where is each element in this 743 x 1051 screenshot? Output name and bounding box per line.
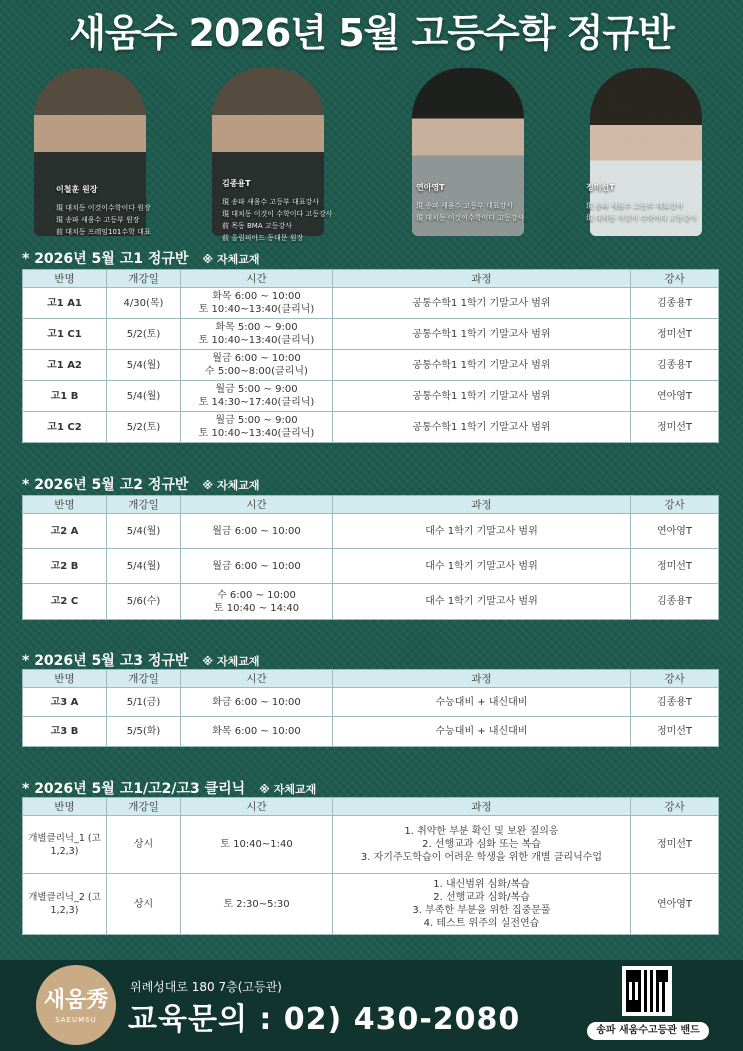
- teacher-cell: 김종용T: [631, 350, 719, 381]
- class-cell: 고1 B: [23, 381, 107, 412]
- header-start: 개강일: [107, 798, 181, 816]
- header-time: 시간: [181, 670, 333, 688]
- teacher-name: 김종용T: [222, 179, 251, 188]
- teacher-career: 現 대치동 이것이 수학이다 고등강사: [222, 210, 333, 218]
- header-class: 반명: [23, 496, 107, 514]
- page-title: 새움수 2026년 5월 고등수학 정규반: [69, 11, 674, 55]
- teacher-profiles: [20, 64, 723, 242]
- teacher-cell: 김종용T: [631, 688, 719, 717]
- logo-text: 새움秀: [43, 987, 109, 1013]
- section-title: * 2026년 5월 고3 정규반: [22, 653, 189, 669]
- header-course: 과정: [333, 670, 631, 688]
- teacher-card: [198, 64, 368, 242]
- start-cell: 5/4(월): [107, 549, 181, 584]
- header-start: 개강일: [107, 670, 181, 688]
- table-row: [23, 717, 719, 747]
- start-cell: 5/4(월): [107, 350, 181, 381]
- teacher-cell: 연아영T: [631, 514, 719, 549]
- section-note: ※ 자체교재: [202, 479, 260, 492]
- teacher-career: 現 송파 새움수 고등부 대표강사: [222, 198, 320, 206]
- teacher-card: [578, 64, 723, 236]
- qr-code-icon[interactable]: [622, 966, 672, 1016]
- teacher-card: [20, 64, 190, 236]
- course-cell: 공통수학1 1학기 기말고사 범위: [333, 381, 631, 412]
- teacher-cell: 정미선T: [631, 816, 719, 874]
- time-cell: 화목 6:00 ~ 10:00: [181, 717, 333, 747]
- schedule-table: [22, 495, 719, 620]
- time-cell: 월금 5:00 ~ 9:00 토 14:30~17:40(클리닉): [181, 381, 333, 412]
- time-cell: 수 6:00 ~ 10:00 토 10:40 ~ 14:40: [181, 584, 333, 620]
- logo: [36, 965, 116, 1045]
- header-course: 과정: [333, 798, 631, 816]
- class-cell: 고2 B: [23, 549, 107, 584]
- time-cell: 토 2:30~5:30: [181, 874, 333, 935]
- class-cell: 고1 A2: [23, 350, 107, 381]
- start-cell: 상시: [107, 874, 181, 935]
- header-course: 과정: [333, 270, 631, 288]
- teacher-cell: 김종용T: [631, 584, 719, 620]
- course-cell: 1. 내신범위 심화/복습 2. 선행교과 심화/복습 3. 부족한 부분을 위한 집중문풀 4. 테스트 위주의 실전연습: [333, 874, 631, 935]
- section-title: * 2026년 5월 고1 정규반: [22, 251, 189, 267]
- course-cell: 수능대비 + 내신대비: [333, 688, 631, 717]
- time-cell: 화목 5:00 ~ 9:00 토 10:40~13:40(클리닉): [181, 319, 333, 350]
- course-cell: 1. 취약한 부분 확인 및 보완 질의응 2. 선행교과 심화 또는 복습 3. 자기주도학습이 어려운 학생을 위한 개별 클리닉수업: [333, 816, 631, 874]
- teacher-name: 이철훈 원장: [56, 185, 98, 194]
- time-cell: 화목 6:00 ~ 10:00 토 10:40~13:40(클리닉): [181, 288, 333, 319]
- header-time: 시간: [181, 496, 333, 514]
- table-row: [23, 688, 719, 717]
- section-heading: [22, 650, 259, 670]
- start-cell: 5/5(화): [107, 717, 181, 747]
- course-cell: 대수 1학기 기말고사 범위: [333, 549, 631, 584]
- course-cell: 대수 1학기 기말고사 범위: [333, 584, 631, 620]
- table-row: [23, 288, 719, 319]
- header-teacher: 강사: [631, 670, 719, 688]
- teacher-career: 現 송파 새움수 고등부 대표강사: [416, 202, 514, 210]
- header-teacher: 강사: [631, 496, 719, 514]
- header-time: 시간: [181, 270, 333, 288]
- time-cell: 월금 6:00 ~ 10:00 수 5:00~8:00(클리닉): [181, 350, 333, 381]
- class-cell: 고1 C2: [23, 412, 107, 443]
- start-cell: 5/6(수): [107, 584, 181, 620]
- table-row: [23, 874, 719, 935]
- teacher-career: 前 목동 BMA 고등강사: [222, 222, 292, 230]
- table-row: [23, 514, 719, 549]
- course-cell: 대수 1학기 기말고사 범위: [333, 514, 631, 549]
- header-class: 반명: [23, 798, 107, 816]
- header-teacher: 강사: [631, 798, 719, 816]
- teacher-career: 現 대치동 이것이수학이다 고등강사: [416, 214, 525, 222]
- start-cell: 5/4(월): [107, 514, 181, 549]
- start-cell: 5/1(금): [107, 688, 181, 717]
- time-cell: 토 10:40~1:40: [181, 816, 333, 874]
- start-cell: 상시: [107, 816, 181, 874]
- header-course: 과정: [333, 496, 631, 514]
- teacher-career: 現 송파 새움수 고등부 대표강사: [586, 202, 684, 210]
- table-row: [23, 816, 719, 874]
- start-cell: 4/30(목): [107, 288, 181, 319]
- teacher-cell: 연아영T: [631, 874, 719, 935]
- class-cell: 고2 C: [23, 584, 107, 620]
- teacher-cell: 연아영T: [631, 381, 719, 412]
- class-cell: 개별클리닉_1 (고1,2,3): [23, 816, 107, 874]
- teacher-name: 정미선T: [586, 183, 615, 192]
- teacher-career: 現 대치동 이것이수학이다 원장: [56, 204, 151, 212]
- course-cell: 수능대비 + 내신대비: [333, 717, 631, 747]
- phone-number: 교육문의 : 02) 430-2080: [128, 1002, 521, 1037]
- table-row: [23, 584, 719, 620]
- table-header-row: [23, 270, 719, 288]
- time-cell: 월금 5:00 ~ 9:00 토 10:40~13:40(클리닉): [181, 412, 333, 443]
- section-note: ※ 자체교재: [202, 253, 260, 266]
- class-cell: 개별클리닉_2 (고1,2,3): [23, 874, 107, 935]
- time-cell: 화금 6:00 ~ 10:00: [181, 688, 333, 717]
- logo-subtext: SAEUMSU: [55, 1016, 97, 1024]
- teacher-career: 前 올림피아드 동대문 원장: [222, 234, 304, 242]
- class-cell: 고2 A: [23, 514, 107, 549]
- table-row: [23, 549, 719, 584]
- course-cell: 공통수학1 1학기 기말고사 범위: [333, 350, 631, 381]
- teacher-cell: 정미선T: [631, 717, 719, 747]
- table-row: [23, 319, 719, 350]
- time-cell: 월금 6:00 ~ 10:00: [181, 514, 333, 549]
- header-class: 반명: [23, 270, 107, 288]
- schedule-table: [22, 669, 719, 747]
- section-title: * 2026년 5월 고2 정규반: [22, 477, 189, 493]
- section-note: ※ 자체교재: [202, 655, 260, 668]
- teacher-cell: 정미선T: [631, 412, 719, 443]
- course-cell: 공통수학1 1학기 기말고사 범위: [333, 319, 631, 350]
- section-note: ※ 자체교재: [259, 783, 317, 796]
- table-header-row: [23, 670, 719, 688]
- schedule-table: [22, 797, 719, 935]
- start-cell: 5/4(월): [107, 381, 181, 412]
- table-row: [23, 381, 719, 412]
- table-row: [23, 412, 719, 443]
- teacher-name: 연아영T: [416, 183, 445, 192]
- header-time: 시간: [181, 798, 333, 816]
- teacher-cell: 김종용T: [631, 288, 719, 319]
- header-start: 개강일: [107, 270, 181, 288]
- course-cell: 공통수학1 1학기 기말고사 범위: [333, 412, 631, 443]
- teacher-cell: 정미선T: [631, 549, 719, 584]
- address: 위례성대로 180 7층(고등관): [130, 980, 282, 994]
- class-cell: 고3 B: [23, 717, 107, 747]
- section-heading: [22, 474, 259, 494]
- time-cell: 월금 6:00 ~ 10:00: [181, 549, 333, 584]
- section-heading: [22, 248, 259, 268]
- teacher-career: 前 대치동 프레임101수학 대표: [56, 228, 151, 236]
- start-cell: 5/2(토): [107, 319, 181, 350]
- table-row: [23, 350, 719, 381]
- course-cell: 공통수학1 1학기 기말고사 범위: [333, 288, 631, 319]
- teacher-career: 現 송파 새움수 고등부 원장: [56, 216, 140, 224]
- header-start: 개강일: [107, 496, 181, 514]
- footer: [0, 960, 743, 1051]
- header-class: 반명: [23, 670, 107, 688]
- header-teacher: 강사: [631, 270, 719, 288]
- class-cell: 고1 C1: [23, 319, 107, 350]
- class-cell: 고1 A1: [23, 288, 107, 319]
- schedule-table: [22, 269, 719, 443]
- table-header-row: [23, 496, 719, 514]
- band-label: 송파 새움수고등관 밴드: [587, 1022, 709, 1040]
- table-header-row: [23, 798, 719, 816]
- teacher-career: 現 대치동 이것이 수학이다 고등강사: [586, 214, 697, 222]
- teacher-card: [398, 64, 558, 236]
- section-heading: [22, 778, 316, 798]
- class-cell: 고3 A: [23, 688, 107, 717]
- section-title: * 2026년 5월 고1/고2/고3 클리닉: [22, 781, 246, 797]
- teacher-cell: 정미선T: [631, 319, 719, 350]
- start-cell: 5/2(토): [107, 412, 181, 443]
